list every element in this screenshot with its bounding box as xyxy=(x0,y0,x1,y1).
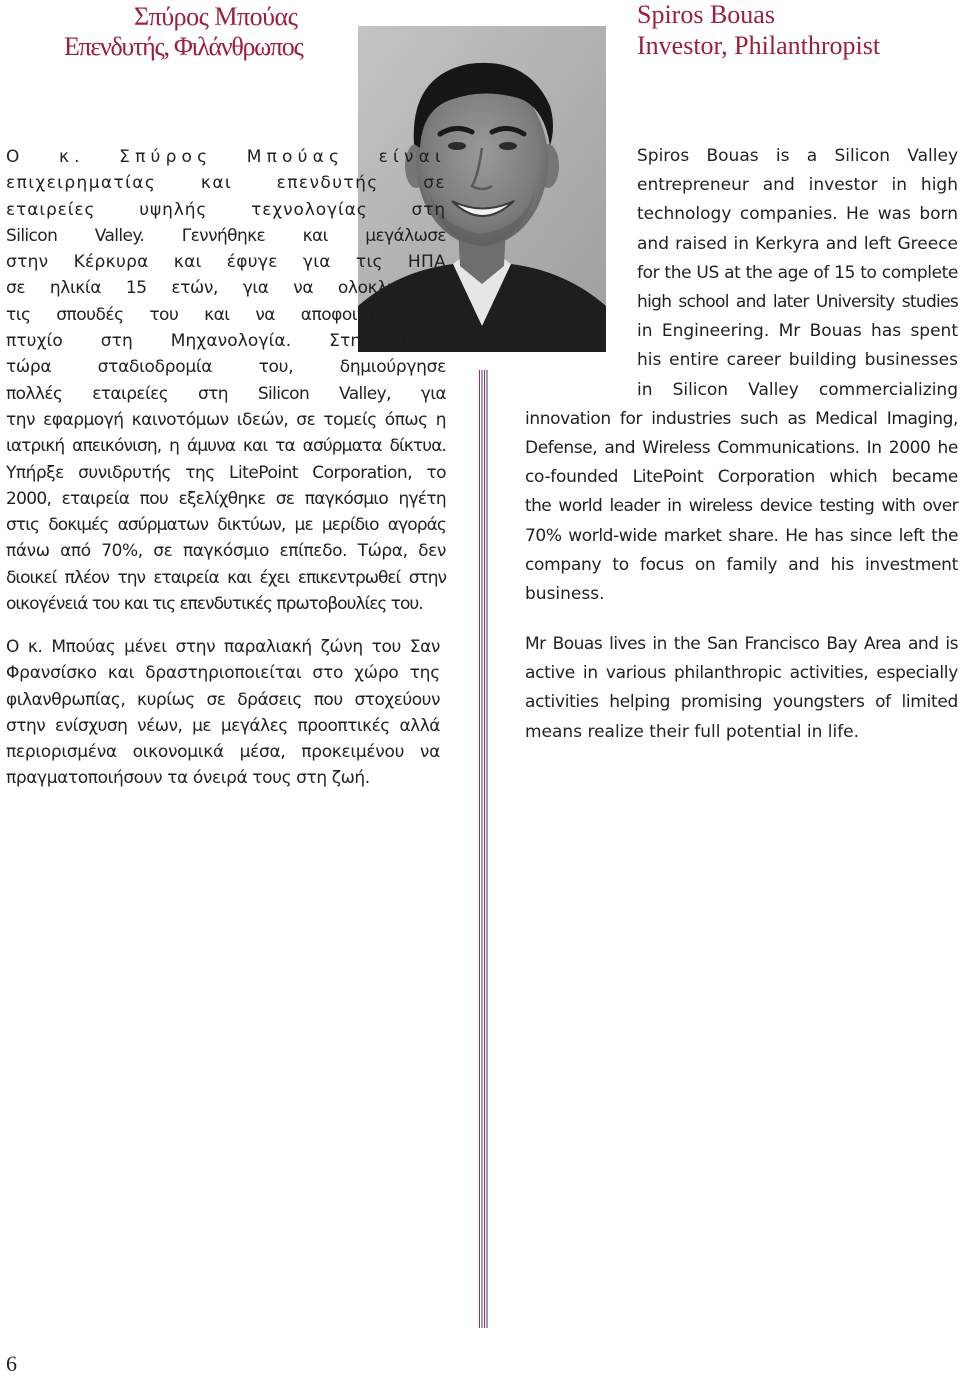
greek-p1-line: την εφαρμογή καινοτόμων ιδεών, σε τομείς όπως η xyxy=(6,409,446,430)
english-p1-line: his entire career building businesses xyxy=(637,350,958,371)
greek-p2-line: περιορισμένα οικονομικά μέσα, προκειμένου να xyxy=(6,742,440,763)
greek-p1-line: ιατρική απεικόνιση, η άμυνα και τα ασύρματα δίκτυα. xyxy=(6,436,446,457)
english-p1-line: the world leader in wireless device testing with over xyxy=(525,496,958,517)
english-paragraph-2 xyxy=(525,630,958,747)
english-p1-line: for the US at the age of 15 to complete xyxy=(637,262,958,283)
english-p2-line: Mr Bouas lives in the San Francisco Bay Area and is xyxy=(525,634,958,654)
english-p1-line: technology companies. He was born xyxy=(637,204,958,225)
page-number: 6 xyxy=(6,1351,17,1376)
english-p1-line: business. xyxy=(525,584,605,605)
english-p1-line: 70% world-wide market share. He has since left the xyxy=(525,525,958,546)
greek-p1-line: πολλές εταιρείες στη Silicon Valley, για xyxy=(6,383,446,404)
greek-p1-line: τώρα σταδιοδρομία του, δημιούργησε xyxy=(6,357,446,378)
english-p2-line: active in various philanthropic activities, especially xyxy=(525,663,958,684)
greek-p1-line: στις δοκιμές ασύρματων δικτύων, με μερίδιο αγοράς xyxy=(6,515,446,536)
english-p1-line: innovation for industries such as Medical Imaging, xyxy=(525,408,958,429)
greek-p2-line: στην ενίσχυση νέων, με μεγάλες προοπτικές αλλά xyxy=(6,715,440,736)
english-p1-line: and raised in Kerkyra and left Greece xyxy=(637,233,958,254)
greek-paragraph-1 xyxy=(6,144,446,617)
greek-p1-line: σε ηλικία 15 ετών, για να ολοκληρώσει xyxy=(6,278,446,299)
english-p1-line: in Engineering. Mr Bouas has spent xyxy=(637,321,958,342)
greek-p1-line: 2000, εταιρεία που εξελίχθηκε σε παγκόσμιο ηγέτη xyxy=(6,488,446,509)
greek-p1-line: Ο κ. Σπύρος Μπούας είναι xyxy=(6,147,446,167)
greek-p2-line: Φρανσίσκο και δραστηριοποιείται στο χώρο της xyxy=(6,663,440,684)
english-p1-line: high school and later University studies xyxy=(637,292,958,313)
tricolor-divider xyxy=(479,370,488,1328)
english-p1-line: co-founded LitePoint Corporation which became xyxy=(525,467,958,488)
english-p1-line: Spiros Bouas is a Silicon Valley xyxy=(637,146,958,166)
english-p1-line: in Silicon Valley commercializing xyxy=(637,379,958,400)
english-p1-line: entrepreneur and investor in high xyxy=(637,175,958,196)
english-p2-line: activities helping promising youngsters of limited xyxy=(525,692,958,713)
greek-p2-line: Ο κ. Μπούας μένει στην παραλιακή ζώνη του Σαν xyxy=(6,637,440,657)
greek-p1-line: τις σπουδές του και να αποφοιτήσει με xyxy=(6,304,446,325)
greek-p1-line: οικογένειά του και τις επενδυτικές πρωτοβουλίες του. xyxy=(6,594,423,615)
greek-p1-line: εταιρείες υψηλής τεχνολογίας στη xyxy=(6,199,446,220)
greek-p1-line: στην Κέρκυρα και έφυγε για τις ΗΠΑ xyxy=(6,252,446,273)
greek-p1-line: Silicon Valley. Γεννήθηκε και μεγάλωσε xyxy=(6,225,446,246)
greek-role-heading: Επενδυτής, Φιλάνθρωπος xyxy=(64,32,303,61)
english-p2-line: means realize their full potential in life. xyxy=(525,721,860,742)
greek-p1-line: πάνω από 70%, σε παγκόσμιο επίπεδο. Τώρα, δεν xyxy=(6,541,446,562)
greek-paragraph-2 xyxy=(6,634,440,792)
greek-p2-line: πραγματοποιήσουν τα όνειρά τους στη ζωή. xyxy=(6,768,370,789)
greek-p1-line: επιχειρηματίας και επενδυτής σε xyxy=(6,173,446,194)
greek-p1-line: Υπήρξε συνιδρυτής της LitePoint Corporation, το xyxy=(6,462,446,483)
greek-p1-line: πτυχίο στη Μηχανολογία. Στη μέχρι xyxy=(6,331,446,352)
english-p1-line: Defense, and Wireless Communications. In 2000 he xyxy=(525,438,958,459)
english-name-heading: Spiros Bouas xyxy=(637,0,775,29)
greek-name-heading: Σπύρος Μπούας xyxy=(134,2,298,31)
english-role-heading: Investor, Philanthropist xyxy=(637,31,881,60)
greek-p1-line: διοικεί πλέον την εταιρεία και έχει επικεντρωθεί στην xyxy=(6,567,446,588)
english-p1-line: company to focus on family and his investment xyxy=(525,554,958,575)
english-paragraph-1 xyxy=(525,142,958,609)
greek-p2-line: φιλανθρωπίας, κυρίως σε δράσεις που στοχεύουν xyxy=(6,689,440,710)
